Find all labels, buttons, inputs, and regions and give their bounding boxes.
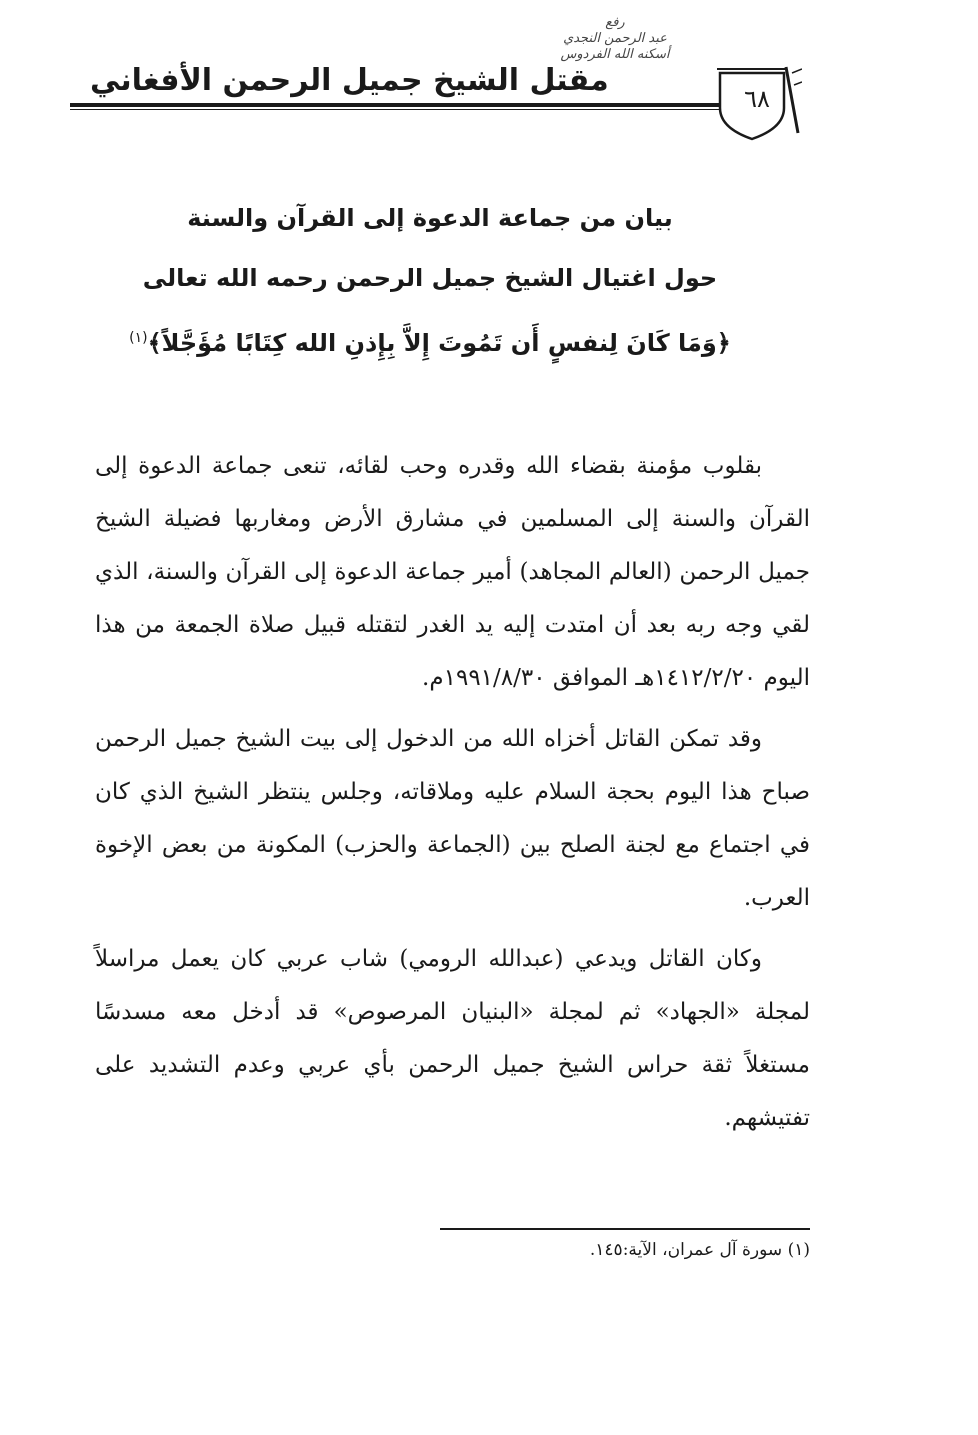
verse-text: ﴿وَمَا كَانَ لِنفسٍ أَن تَمُوتَ إِلاَّ بِإِذنِ الله كِتَابًا مُؤَجَّلاً﴾ xyxy=(147,329,731,357)
heading-line-2: حول اغتيال الشيخ جميل الرحمن رحمه الله تعالى xyxy=(142,264,718,292)
footnote-marker: (١) xyxy=(787,1240,810,1260)
running-title: مقتل الشيخ جميل الرحمن الأفغاني xyxy=(90,63,609,98)
quran-verse xyxy=(110,308,750,373)
heading-line-1: بيان من جماعة الدعوة إلى القرآن والسنة xyxy=(187,204,673,232)
page-number: ٦٨ xyxy=(744,85,770,113)
footnote-divider xyxy=(440,1228,810,1230)
footnote-text: سورة آل عمران، الآية:١٤٥. xyxy=(589,1240,783,1260)
header-rule xyxy=(70,103,720,110)
statement-heading xyxy=(110,188,750,373)
body-text xyxy=(95,440,810,1153)
paragraph: وكان القاتل ويدعي (عبدالله الرومي) شاب عربي كان يعمل مراسلاً لمجلة «الجهاد» ثم لمجلة «البنيان المرصوص» قد أدخل معه مسدسًا مستغلاً ثقة حراس الشيخ جميل الرحمن بأي عربي وعدم التشديد على تفتيشهم. xyxy=(95,946,811,1131)
paragraph: وقد تمكن القاتل أخزاه الله من الدخول إلى بيت الشيخ جميل الرحمن صباح هذا اليوم بحجة السلام عليه وملاقاته، وجلس ينتظر الشيخ الذي كان في اجتماع مع لجنة الصلح بين (الجماعة والحزب) المكونة من بعض الإخوة العرب. xyxy=(95,726,810,911)
stamp-line: أسكنه الله الفردوس xyxy=(560,47,670,62)
page-number-badge xyxy=(712,63,802,143)
stamp-line: رفع xyxy=(605,15,625,30)
uploader-stamp xyxy=(540,15,690,95)
page-header xyxy=(70,15,910,125)
footnote-reference: (١) xyxy=(129,330,148,346)
stamp-line: عبد الرحمن النجدي xyxy=(563,31,667,46)
footnote xyxy=(440,1240,810,1260)
paragraph: بقلوب مؤمنة بقضاء الله وقدره وحب لقائه، تنعى جماعة الدعوة إلى القرآن والسنة إلى المسلمين في مشارق الأرض ومغاربها فضيلة الشيخ جميل الرحمن (العالم المجاهد) أمير جماعة الدعوة إلى القرآن والسنة، الذي لقي وجه ربه بعد أن امتدت إليه يد الغدر لتقتله قبيل صلاة الجمعة من هذا اليوم ١٤١٢/٢/٢٠هـ الموافق ١٩٩١/٨/٣٠م. xyxy=(95,453,810,691)
